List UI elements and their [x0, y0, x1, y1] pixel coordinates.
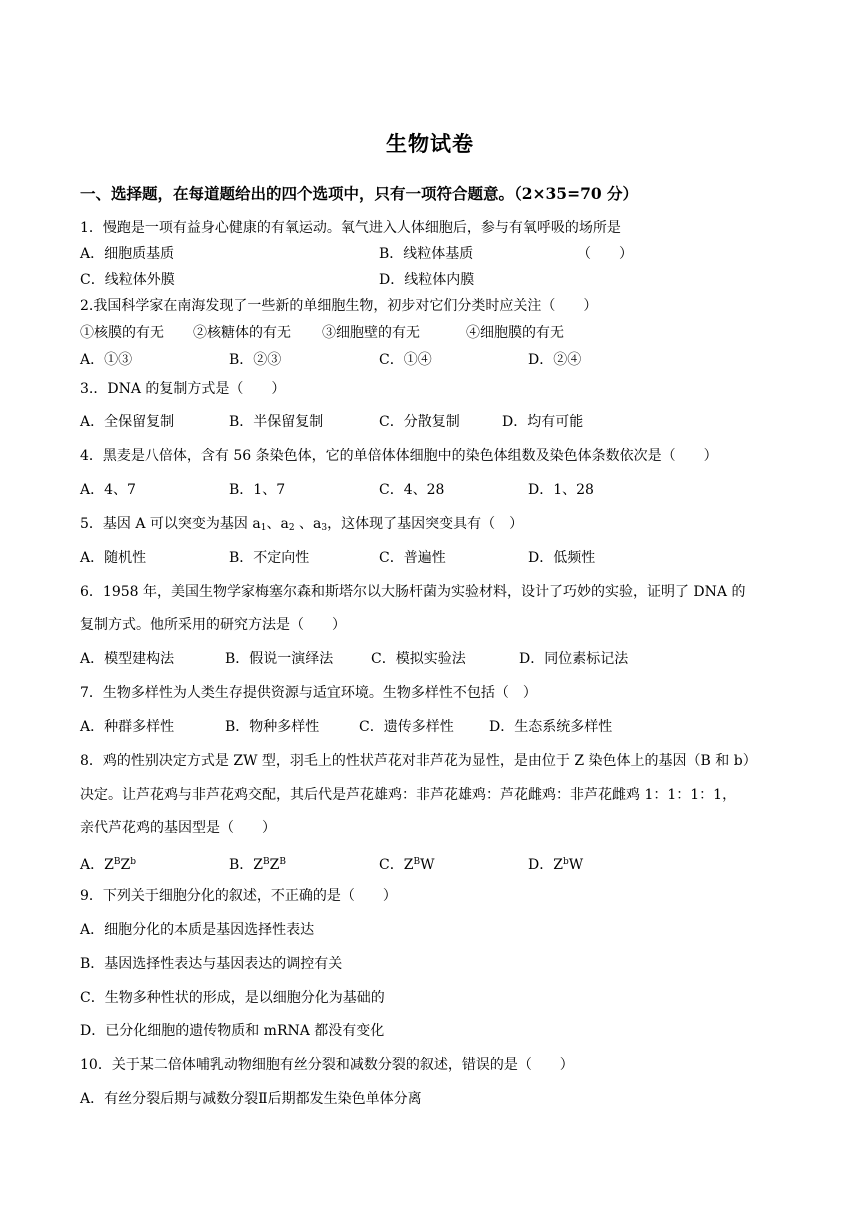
question-7-option-b: B．物种多样性 [225, 719, 320, 735]
question-1-stem: 1．慢跑是一项有益身心健康的有氧运动。氧气进入人体细胞后，参与有氧呼吸的场所是 [80, 220, 621, 236]
question-8-stem-line-1: 8．鸡的性别决定方式是 ZW 型，羽毛上的性状芦花对非芦花为显性，是由位于 Z 染色体上的基因（B 和 b） [80, 753, 757, 769]
question-1-option-d: D．线粒体内膜 [379, 272, 475, 288]
question-8-stem-line-2: 决定。让芦花鸡与非芦花鸡交配，其后代是芦花雄鸡：非芦花雄鸡：芦花雌鸡：非芦花雌鸡 1：1：1：1， [80, 787, 737, 803]
question-8-option-b [229, 853, 286, 874]
question-8-option-a [80, 853, 136, 874]
question-8-option-b-z1: B．Z [229, 857, 264, 873]
question-1-option-c: C．线粒体外膜 [80, 272, 175, 288]
question-8-option-b-sup-1: B [263, 857, 270, 867]
question-8-option-b-sup-2: B [279, 857, 286, 867]
question-3-option-a: A．全保留复制 [80, 414, 175, 430]
question-5-stem-pre: 5．基因 A 可以突变为基因 [80, 516, 253, 532]
question-4-option-c: C．4、28 [379, 482, 445, 498]
question-2-option-b: B．②③ [229, 352, 282, 368]
question-5-sep-2: 、a [294, 516, 322, 532]
question-7-option-d: D．生态系统多样性 [489, 719, 613, 735]
question-8-option-d-w: W [568, 857, 584, 873]
question-2-option-d: D．②④ [528, 352, 582, 368]
question-4-option-d: D．1、28 [528, 482, 594, 498]
question-8-option-b-z2: Z [269, 857, 280, 873]
question-5-option-d: D．低频性 [528, 550, 596, 566]
question-2-item-3: ③细胞壁的有无 [322, 325, 420, 341]
question-5-stem-post: ，这体现了基因突变具有（ ） [327, 516, 524, 532]
question-5-gene: a [252, 516, 261, 532]
question-2-item-1: ①核膜的有无 [80, 325, 164, 341]
question-8-option-c [379, 853, 434, 874]
question-3-option-c: C．分散复制 [379, 414, 460, 430]
question-9-option-c: C．生物多种性状的形成，是以细胞分化为基础的 [80, 990, 385, 1006]
question-2-option-c: C．①④ [379, 352, 432, 368]
question-1-option-a: A．细胞质基质 [80, 246, 175, 262]
question-1-option-b: B．线粒体基质 [379, 246, 474, 262]
question-8-option-c-sup: B [413, 857, 421, 867]
question-10-stem: 10．关于某二倍体哺乳动物细胞有丝分裂和减数分裂的叙述，错误的是（ ） [80, 1057, 574, 1073]
question-8-option-a-z1: A．Z [80, 857, 114, 873]
question-8-option-c-z: C．Z [379, 857, 414, 873]
question-5-stem [80, 515, 523, 537]
question-9-stem: 9．下列关于细胞分化的叙述，不正确的是（ ） [80, 888, 397, 904]
question-3-stem: 3.．DNA 的复制方式是（ ） [80, 381, 286, 397]
question-3-option-b: B．半保留复制 [229, 414, 324, 430]
question-7-option-c: C．遗传多样性 [359, 719, 454, 735]
question-5-option-a: A．随机性 [80, 550, 147, 566]
question-9-option-b: B．基因选择性表达与基因表达的调控有关 [80, 956, 343, 972]
question-3-option-d: D．均有可能 [502, 414, 584, 430]
page-title: 生物试卷 [386, 131, 474, 156]
question-2-stem: 2.我国科学家在南海发现了一些新的单细胞生物，初步对它们分类时应关注（ ） [80, 298, 598, 314]
question-8-option-c-w: W [420, 857, 435, 873]
question-5-option-b: B．不定向性 [229, 550, 310, 566]
question-6-option-c: C．模拟实验法 [371, 651, 466, 667]
question-7-option-a: A．种群多样性 [80, 719, 175, 735]
question-2-item-4: ④细胞膜的有无 [466, 325, 564, 341]
question-4-option-a: A．4、7 [80, 482, 136, 498]
question-8-option-d-sup: b [562, 857, 569, 867]
question-5-sub-1: 1 [260, 523, 267, 533]
question-6-option-b: B．假说一演绎法 [225, 651, 334, 667]
question-8-option-a-sup-2: b [130, 857, 136, 867]
question-6-option-a: A．模型建构法 [80, 651, 175, 667]
question-5-option-c: C．普遍性 [379, 550, 446, 566]
question-4-option-b: B．1、7 [229, 482, 286, 498]
question-10-option-a: A．有丝分裂后期与减数分裂Ⅱ后期都发生染色单体分离 [80, 1091, 422, 1107]
question-9-option-d: D．已分化细胞的遗传物质和 mRNA 都没有变化 [80, 1023, 385, 1039]
question-5-sub-2: 2 [288, 523, 295, 533]
question-8-stem-line-3: 亲代芦花鸡的基因型是（ ） [80, 820, 276, 836]
question-8-option-a-sup-1: B [113, 857, 121, 867]
question-9-option-a: A．细胞分化的本质是基因选择性表达 [80, 922, 315, 938]
question-2-item-2: ②核糖体的有无 [193, 325, 291, 341]
question-1-answer-paren: （ ） [577, 246, 633, 262]
question-6-stem-line-2: 复制方式。他所采用的研究方法是（ ） [80, 617, 346, 633]
question-6-stem-line-1: 6．1958 年，美国生物学家梅塞尔森和斯塔尔以大肠杆菌为实验材料，设计了巧妙的实验，证明了 DNA 的 [80, 584, 746, 600]
section-heading: 一、选择题，在每道题给出的四个选项中，只有一项符合题意。（2×35=70 分） [80, 184, 639, 203]
question-2-option-a: A．①③ [80, 352, 133, 368]
question-4-stem: 4．黑麦是八倍体，含有 56 条染色体，它的单倍体体细胞中的染色体组数及染色体条数依次是（ ） [80, 448, 718, 464]
question-8-option-d [528, 853, 583, 874]
question-8-option-a-z2: Z [120, 857, 131, 873]
question-5-sep-1: 、a [266, 516, 289, 532]
question-7-stem: 7．生物多样性为人类生存提供资源与适宜环境。生物多样性不包括（ ） [80, 685, 537, 701]
question-5-sub-3: 3 [321, 523, 328, 533]
question-6-option-d: D．同位素标记法 [519, 651, 629, 667]
question-8-option-d-z: D．Z [528, 857, 563, 873]
